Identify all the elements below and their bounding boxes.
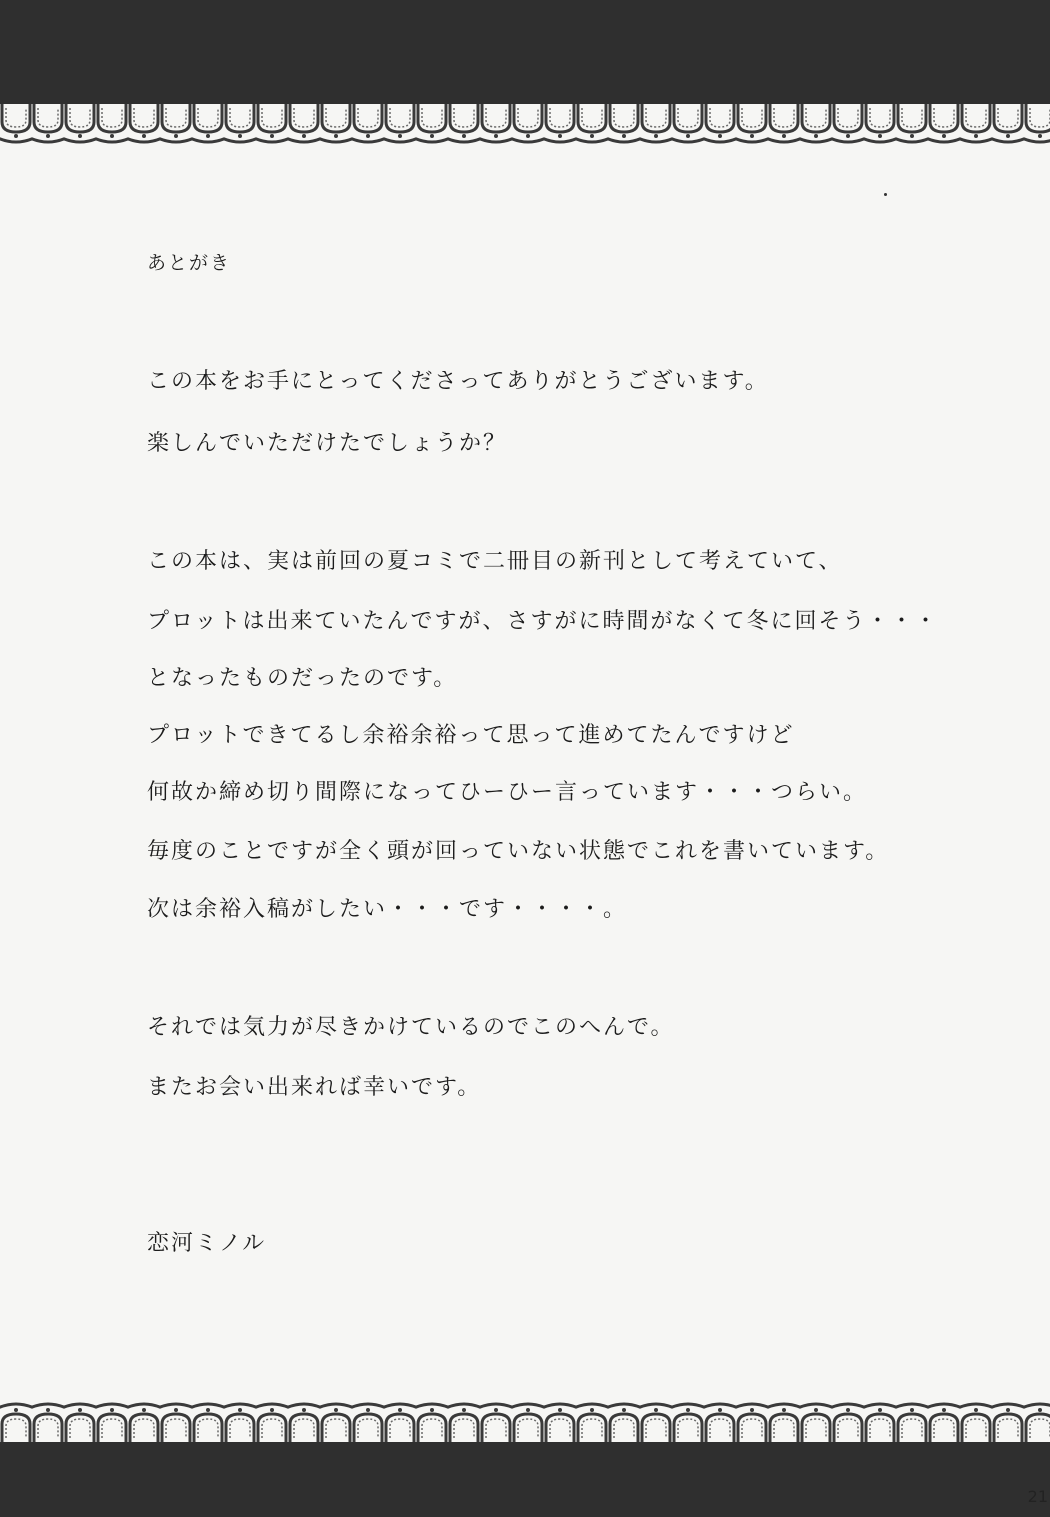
- paper-speck: [884, 193, 887, 196]
- paragraph2-line: プロットは出来ていたんですが、さすがに時間がなくて冬に回そう・・・: [147, 609, 939, 634]
- top-dark-band: [0, 0, 1050, 98]
- afterword-heading: あとがき: [147, 252, 232, 274]
- paragraph2-line: 次は余裕入稿がしたい・・・です・・・・。: [147, 897, 628, 922]
- paragraph2-line: となったものだったのです。: [147, 666, 458, 691]
- paragraph3-line: またお会い出来れば幸いです。: [147, 1075, 482, 1100]
- paragraph2-line: 毎度のことですが全く頭が回っていない状態でこれを書いています。: [147, 839, 890, 864]
- bottom-dark-band: [0, 1448, 1050, 1517]
- paragraph2-line: 何故か締め切り間際になってひーひー言っています・・・つらい。: [147, 780, 868, 805]
- paragraph2-line: プロットできてるし余裕余裕って思って進めてたんですけど: [147, 723, 795, 748]
- paragraph3-line: それでは気力が尽きかけているのでこのへんで。: [147, 1015, 675, 1040]
- bottom-lace-border: [0, 1400, 1050, 1448]
- paragraph1-line: 楽しんでいただけたでしょうか？: [147, 431, 508, 456]
- top-lace-border: [0, 98, 1050, 146]
- author-signature: 恋河ミノル: [147, 1231, 267, 1256]
- paragraph1-line: この本をお手にとってくださってありがとうございます。: [147, 369, 769, 394]
- paragraph2-line: この本は、実は前回の夏コミで二冊目の新刊として考えていて、: [147, 549, 843, 574]
- page-number: 21: [1027, 1487, 1048, 1506]
